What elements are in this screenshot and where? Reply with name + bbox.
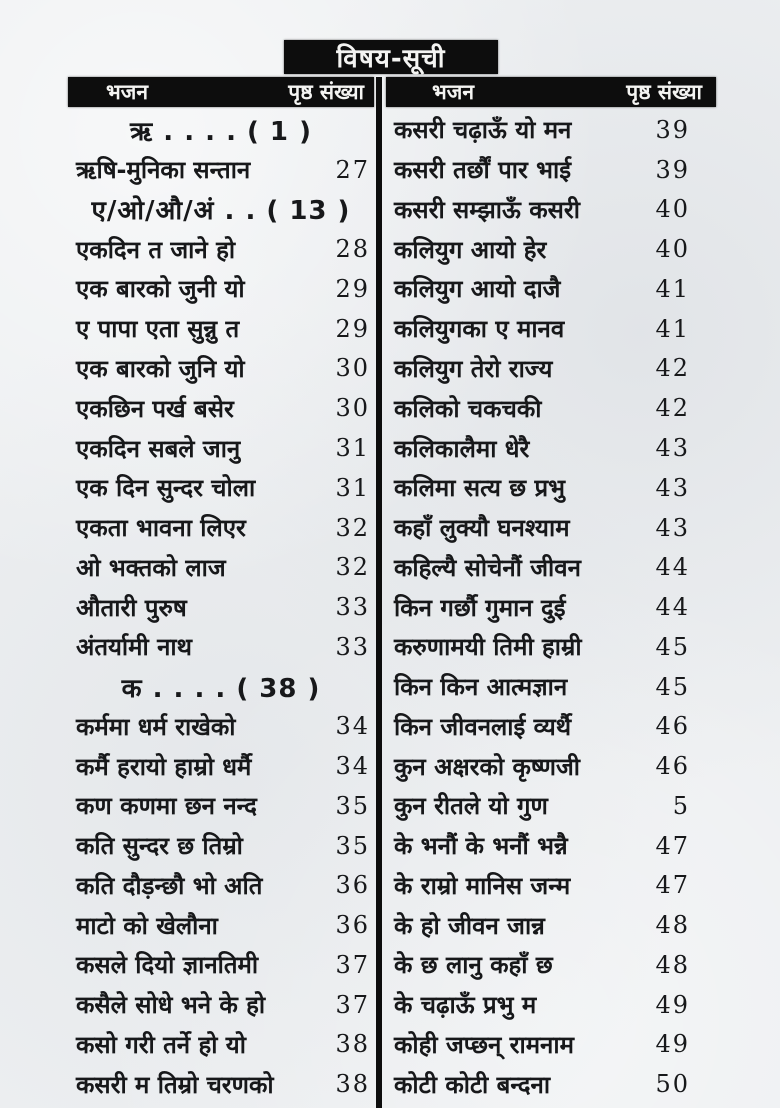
page-number: 31 [335, 473, 370, 502]
toc-entry [386, 905, 716, 945]
bhajan-title: के राम्रो मानिस जन्म [394, 871, 571, 900]
toc-entry [386, 945, 716, 985]
bhajan-title: कलियुग आयो दाजै [394, 275, 561, 304]
toc-entry [68, 706, 374, 746]
page-number: 39 [655, 155, 690, 184]
toc-entry [68, 349, 374, 389]
bhajan-title: कसले दियो ज्ञानतिमी [76, 951, 259, 980]
toc-entry [386, 587, 716, 627]
bhajan-title: कसरी तर्छौं पार भाई [394, 156, 572, 185]
toc-entry [386, 309, 716, 349]
right-header-bhajan-label: भजन [432, 80, 474, 104]
column-divider [376, 77, 382, 1108]
page-number: 37 [335, 990, 370, 1019]
bhajan-title: ए पापा एता सुन्नु त [76, 315, 240, 344]
page-number: 45 [655, 672, 690, 701]
toc-entry [386, 110, 716, 150]
toc-entry [386, 349, 716, 389]
left-toc-column [68, 110, 374, 1104]
toc-entry [68, 866, 374, 906]
bhajan-title: कहाँ लुक्यौ घनश्याम [394, 514, 570, 543]
page-number: 43 [655, 434, 690, 462]
toc-entry [68, 309, 374, 349]
page-number: 29 [335, 274, 370, 303]
page-number: 48 [655, 950, 690, 979]
toc-entry [68, 786, 374, 826]
toc-entry [386, 428, 716, 468]
bhajan-title: कलिको चकचकी [394, 394, 542, 423]
bhajan-title: के हो जीवन जान्न [394, 911, 545, 940]
toc-entry [68, 468, 374, 508]
page-number: 29 [335, 314, 370, 343]
bhajan-title: कसरी म तिम्रो चरणको [76, 1070, 274, 1099]
bhajan-title: एकदिन सबले जानु [76, 434, 241, 463]
page-number: 30 [335, 394, 370, 423]
section-heading: ऋ . . . . ( 1 ) [130, 116, 312, 147]
bhajan-title: कसरी चढ़ाऊँ यो मन [394, 116, 572, 145]
bhajan-title: कर्मै हरायो हाम्रो धर्मै [76, 752, 252, 781]
bhajan-title: कलिकालैमा धेरै [394, 434, 530, 463]
page-number: 49 [655, 1030, 690, 1059]
bhajan-title: कलियुगका ए मानव [394, 315, 565, 344]
bhajan-title: कर्ममा धर्म राखेको [76, 712, 236, 741]
right-toc-column [386, 110, 716, 1104]
bhajan-title: कलियुग आयो हेर [394, 235, 547, 264]
toc-entry [386, 388, 716, 428]
bhajan-title: एक बारको जुनी यो [76, 275, 245, 304]
toc-entry [386, 627, 716, 667]
page-title: विषय-सूची [284, 40, 498, 74]
page-number: 35 [335, 831, 370, 860]
toc-entry [386, 985, 716, 1025]
bhajan-title: कोही जप्छन् रामनाम [394, 1030, 574, 1059]
toc-entry [68, 229, 374, 269]
page-number: 42 [655, 394, 690, 423]
page-number: 48 [655, 911, 690, 940]
toc-entry [68, 1064, 374, 1104]
page-number: 36 [335, 871, 370, 900]
bhajan-title: औतारी पुरुष [76, 593, 187, 622]
section-heading: ए/ओ/औ/अं . . ( 13 ) [91, 196, 351, 227]
left-header-page-label: पृष्ठ संख्या [288, 80, 364, 104]
toc-entry [386, 706, 716, 746]
bhajan-title: के छ लानु कहाँ छ [394, 951, 553, 980]
page-number: 49 [655, 990, 690, 1019]
page-number: 33 [335, 593, 370, 622]
bhajan-title: कलिमा सत्य छ प्रभु [394, 474, 566, 503]
page-number: 38 [335, 1070, 370, 1099]
page-number: 34 [335, 712, 370, 741]
page-number: 38 [335, 1030, 370, 1059]
toc-entry [68, 627, 374, 667]
page-number: 34 [335, 752, 370, 781]
bhajan-title: किन किन आत्मज्ञान [394, 673, 568, 702]
toc-entry [68, 428, 374, 468]
toc-entry [386, 547, 716, 587]
page-number: 31 [335, 434, 370, 462]
toc-entry [386, 1025, 716, 1065]
toc-entry [68, 905, 374, 945]
left-column-header [68, 77, 374, 107]
bhajan-title: कोटी कोटी बन्दना [394, 1070, 551, 1099]
bhajan-title: कण कणमा छन नन्द [76, 792, 257, 821]
page-number: 40 [655, 195, 690, 224]
toc-entry [68, 508, 374, 548]
toc-entry [386, 269, 716, 309]
bhajan-title: कुन अक्षरको कृष्णजी [394, 752, 581, 781]
bhajan-title: के भनौं के भनौं भन्नै [394, 832, 568, 861]
page-number: 36 [335, 911, 370, 940]
bhajan-title: कहिल्यै सोचेनौं जीवन [394, 553, 581, 582]
toc-entry [68, 826, 374, 866]
bhajan-title: ऋषि-मुनिका सन्तान [76, 156, 251, 185]
toc-entry [386, 866, 716, 906]
page-number: 30 [335, 354, 370, 383]
page-number: 41 [655, 314, 690, 343]
page-number: 27 [335, 155, 370, 184]
left-header-bhajan-label: भजन [106, 80, 148, 104]
toc-entry [68, 547, 374, 587]
page-number: 46 [655, 752, 690, 781]
toc-entry [68, 269, 374, 309]
toc-entry [386, 1064, 716, 1104]
right-header-page-label: पृष्ठ संख्या [626, 80, 702, 104]
bhajan-title: एकछिन पर्ख बसेर [76, 394, 234, 423]
bhajan-title: एकता भावना लिएर [76, 514, 246, 543]
bhajan-title: कसरी सम्झाऊँ कसरी [394, 195, 580, 224]
toc-entry [386, 150, 716, 190]
bhajan-title: कसो गरी तर्ने हो यो [76, 1030, 246, 1059]
page-number: 32 [335, 553, 370, 582]
page-number: 28 [335, 235, 370, 264]
toc-entry [68, 150, 374, 190]
bhajan-title: किन जीवनलाई व्यर्थै [394, 712, 572, 741]
toc-entry [386, 746, 716, 786]
page-number: 33 [335, 632, 370, 661]
page-number: 46 [655, 712, 690, 741]
toc-entry [68, 945, 374, 985]
bhajan-title: करुणामयी तिमी हाम्री [394, 633, 582, 662]
bhajan-title: कति दौड़न्छौ भो अति [76, 871, 263, 900]
bhajan-title: कलियुग तेरो राज्य [394, 354, 553, 383]
right-column-header [386, 77, 716, 107]
page-number: 41 [655, 274, 690, 303]
toc-entry [386, 786, 716, 826]
page-number: 44 [655, 553, 690, 582]
bhajan-title: एक बारको जुनि यो [76, 354, 245, 383]
bhajan-title: कसैले सोधे भने के हो [76, 991, 266, 1020]
toc-entry [386, 229, 716, 269]
page-number: 44 [655, 593, 690, 622]
page-number: 43 [655, 513, 690, 542]
page-number: 45 [655, 632, 690, 661]
toc-entry [386, 667, 716, 707]
page-number: 40 [655, 235, 690, 264]
bhajan-title: अंतर्यामी नाथ [76, 633, 192, 662]
page-number: 39 [655, 115, 690, 144]
toc-entry [68, 746, 374, 786]
toc-entry [68, 587, 374, 627]
bhajan-title: कुन रीतले यो गुण [394, 792, 548, 821]
page-number: 47 [655, 831, 690, 860]
bhajan-title: के चढ़ाऊँ प्रभु म [394, 991, 537, 1020]
page-number: 50 [655, 1070, 690, 1099]
page-number: 42 [655, 354, 690, 383]
page-number: 32 [335, 513, 370, 542]
toc-entry [386, 468, 716, 508]
page-number: 35 [335, 791, 370, 820]
toc-entry [68, 985, 374, 1025]
page-number: 5 [672, 791, 690, 820]
bhajan-title: एकदिन त जाने हो [76, 235, 236, 264]
bhajan-title: एक दिन सुन्दर चोला [76, 474, 256, 503]
toc-entry [68, 388, 374, 428]
toc-entry [386, 826, 716, 866]
bhajan-title: माटो को खेलौना [76, 911, 218, 940]
page-number: 37 [335, 950, 370, 979]
page-number: 47 [655, 871, 690, 900]
bhajan-title: कति सुन्दर छ तिम्रो [76, 832, 243, 861]
section-heading: क . . . . ( 38 ) [121, 673, 321, 704]
toc-entry [68, 1025, 374, 1065]
bhajan-title: किन गर्छौ गुमान दुई [394, 593, 566, 622]
bhajan-title: ओ भक्तको लाज [76, 553, 226, 582]
toc-entry [386, 508, 716, 548]
toc-entry [386, 190, 716, 230]
page-number: 43 [655, 473, 690, 502]
